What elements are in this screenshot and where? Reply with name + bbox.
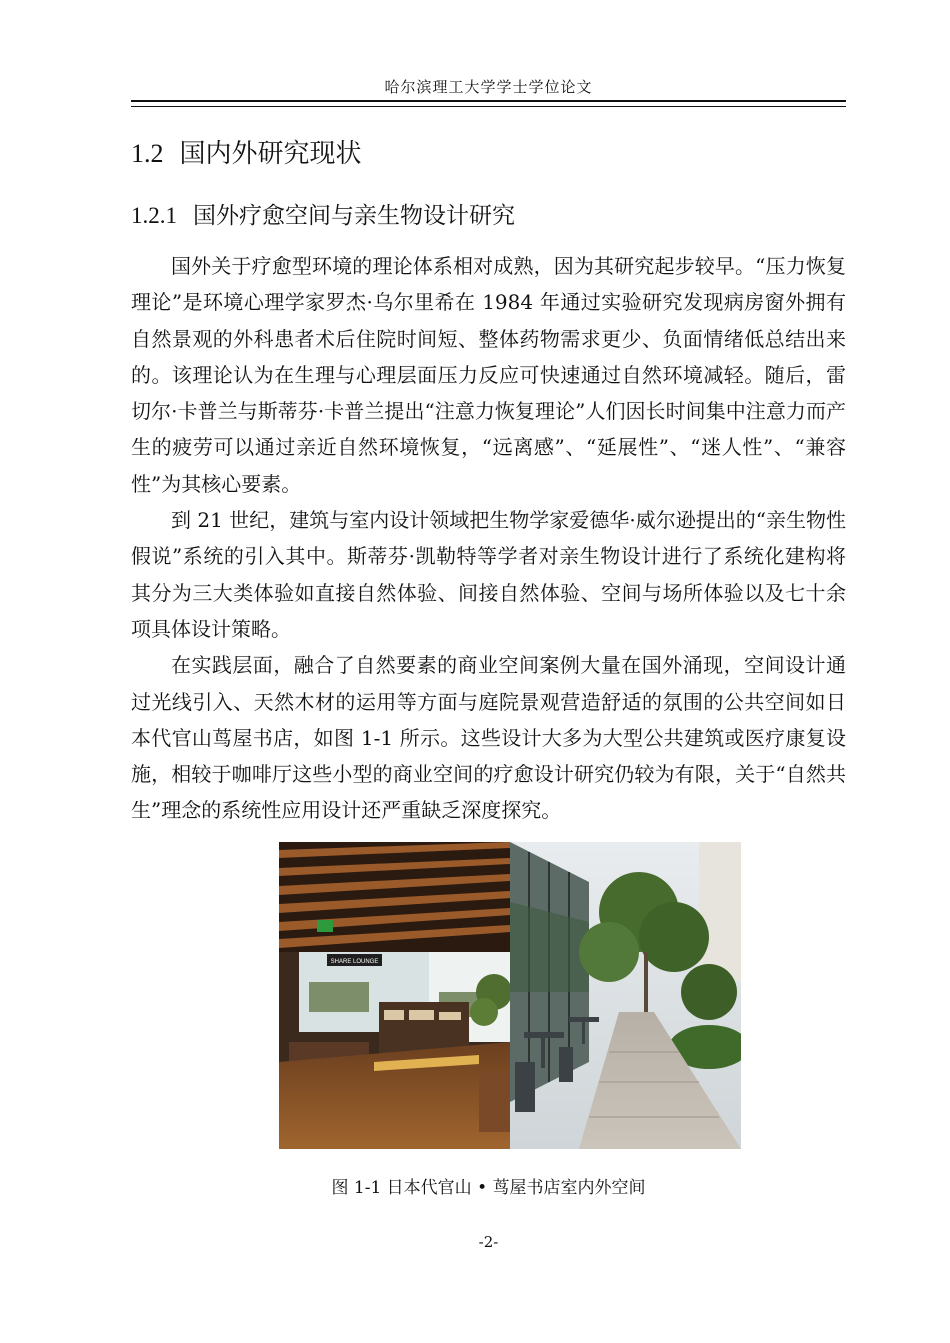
paragraph: 在实践层面，融合了自然要素的商业空间案例大量在国外涌现，空间设计通过光线引入、天然木材的运用等方面与庭院景观营造舒适的氛围的公共空间如日本代官山茑屋书店，如图 1-1 所示。这些设计大多为大型公共建筑或医疗康复设施，相较于咖啡厅这些小型的商业空间的疗愈设计研究仍较为有限，关于“自然共生”理念的系统性应用设计还严重缺乏深度探究。	[131, 653, 846, 823]
section-number: 1.2	[131, 139, 164, 168]
subsection-heading	[131, 197, 515, 230]
subsection-title: 国外疗愈空间与亲生物设计研究	[193, 203, 515, 229]
subsection-number: 1.2.1	[131, 203, 177, 228]
paragraph: 国外关于疗愈型环境的理论体系相对成熟，因为其研究起步较早。“压力恢复理论”是环境心理学家罗杰·乌尔里希在 1984 年通过实验研究发现病房窗外拥有自然景观的外科患者术后住院时间短、整体药物需求更少、负面情绪低总结出来的。该理论认为在生理与心理层面压力反应可快速通过自然环境减轻。随后，雷切尔·卡普兰与斯蒂芬·卡普兰提出“注意力恢复理论”人们因长时间集中注意力而产生的疲劳可以通过亲近自然环境恢复，“远离感”、“延展性”、“迷人性”、“兼容性”为其核心要素。	[131, 254, 846, 496]
header-rule-thin	[131, 106, 846, 107]
page-number: -2-	[478, 1233, 499, 1251]
header-rule-thick	[131, 100, 846, 102]
section-heading	[131, 133, 362, 170]
figure-photo	[279, 842, 741, 1149]
exterior-photo	[510, 842, 741, 1149]
running-header: 哈尔滨理工大学学士学位论文	[384, 78, 593, 96]
paragraph: 到 21 世纪，建筑与室内设计领域把生物学家爱德华·威尔逊提出的“亲生物性假说”系统的引入其中。斯蒂芬·凯勒特等学者对亲生物设计进行了系统化建构将其分为三大类体验如直接自然体验、间接自然体验、空间与场所体验以及七十余项具体设计策略。	[131, 508, 846, 641]
figure-caption: 图 1-1 日本代官山 • 茑屋书店室内外空间	[331, 1178, 646, 1198]
share-lounge-sign-text: SHARE LOUNGE	[330, 959, 379, 965]
interior-photo	[279, 842, 512, 1149]
body-text	[131, 248, 846, 829]
section-title: 国内外研究现状	[179, 139, 362, 169]
